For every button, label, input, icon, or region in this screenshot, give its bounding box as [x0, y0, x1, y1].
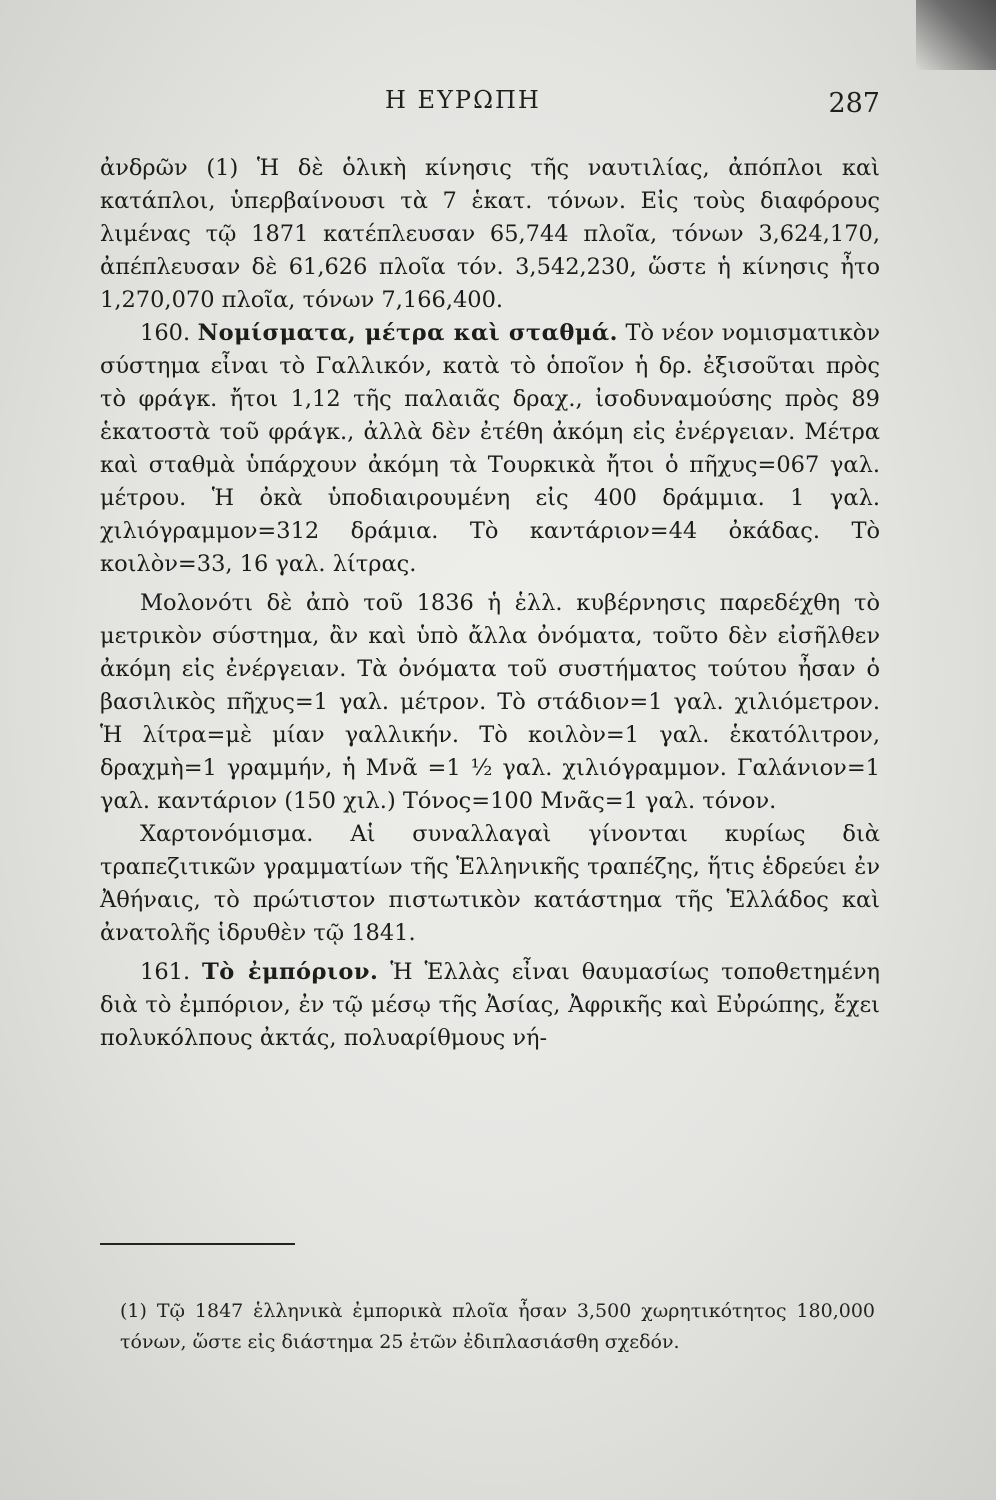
section-161-heading: Τὸ ἐμπόριον.: [202, 959, 379, 985]
section-161: [100, 956, 880, 1055]
page-body: [100, 152, 880, 1055]
footnote: (1) Τῷ 1847 ἑλληνικὰ ἐμπορικὰ πλοῖα ἦσαν 3,500 χωρητικότητος 180,000 τόνων, ὥστε εἰς διάστημα 25 ἐτῶν ἐδιπλασιάσθη σχεδόν.: [120, 1300, 875, 1353]
running-title: Η ΕΥΡΩΠΗ: [385, 86, 541, 114]
section-160: [100, 317, 880, 581]
section-161-number: 161.: [140, 959, 191, 985]
paragraph-paper-money: Χαρτονόμισμα. Αἱ συναλλαγαὶ γίνονται κυρίως διὰ τραπεζιτικῶν γραμματίων τῆς Ἑλληνικῆς τραπέζης, ἥτις ἑδρεύει ἐν Ἀθήναις, τὸ πρώτιστον πιστωτικὸν κατάστημα τῆς Ἑλλάδος καὶ ἀνατολῆς ἱδρυθὲν τῷ 1841.: [100, 821, 880, 946]
page-number: 287: [828, 88, 880, 119]
section-161-text: Ἡ Ἑλλὰς εἶναι θαυμασίως τοποθετημένη διὰ τὸ ἐμπόριον, ἐν τῷ μέσῳ τῆς Ἀσίας, Ἀφρικῆς καὶ Εὐρώπης, ἔχει πολυκόλπους ἀκτάς, πολυαρίθμους νή-: [100, 959, 880, 1051]
section-160-heading: Νομίσματα, μέτρα καὶ σταθμά.: [197, 320, 619, 346]
paragraph-metric-system: Μολονότι δὲ ἀπὸ τοῦ 1836 ἡ ἑλλ. κυβέρνησις παρεδέχθη τὸ μετρικὸν σύστημα, ἂν καὶ ὑπὸ ἄλλα ὀνόματα, τοῦτο δὲν εἰσῆλθεν ἀκόμη εἰς ἐνέργειαν. Τὰ ὀνόματα τοῦ συστήματος τούτου ἦσαν ὁ βασιλικὸς πῆχυς=1 γαλ. μέτρον. Τὸ στάδιον=1 γαλ. χιλιόμετρον. Ἡ λίτρα=μὲ μίαν γαλλικήν. Τὸ κοιλὸν=1 γαλ. ἑκατόλιτρον, δραχμὴ=1 γραμμήν, ἡ Μνᾶ =1 ½ γαλ. χιλιόγραμμον. Γαλάνιον=1 γαλ. καντάριον (150 χιλ.) Τόνος=100 Μνᾶς=1 γαλ. τόνον.: [100, 590, 880, 814]
page-header: [100, 86, 880, 126]
paragraph-navigation-stats: ἀνδρῶν (1) Ἡ δὲ ὁλικὴ κίνησις τῆς ναυτιλίας, ἀπόπλοι καὶ κατάπλοι, ὑπερβαίνουσι τὰ 7 ἑκατ. τόνων. Εἰς τοὺς διαφόρους λιμένας τῷ 1871 κατέπλευσαν 65,744 πλοῖα, τόνων 3,624,170, ἀπέπλευσαν δὲ 61,626 πλοῖα τόν. 3,542,230, ὥστε ἡ κίνησις ἦτο 1,270,070 πλοῖα, τόνων 7,166,400.: [100, 155, 880, 313]
footnote-rule: [100, 1243, 295, 1245]
page-corner-shadow: [916, 0, 996, 70]
section-160-number: 160.: [140, 320, 191, 346]
section-160-text: Τὸ νέον νομισματικὸν σύστημα εἶναι τὸ Γαλλικόν, κατὰ τὸ ὁποῖον ἡ δρ. ἐξισοῦται πρὸς τὸ φράγκ. ἤτοι 1,12 τῆς παλαιᾶς δραχ., ἰσοδυναμούσης πρὸς 89 ἑκατοστὰ τοῦ φράγκ., ἀλλὰ δὲν ἐτέθη ἀκόμη εἰς ἐνέργειαν. Μέτρα καὶ σταθμὰ ὑπάρχουν ἀκόμη τὰ Τουρκικὰ ἤτοι ὁ πῆχυς=067 γαλ. μέτρου. Ἡ ὀκὰ ὑποδιαιρουμένη εἰς 400 δράμμια. 1 γαλ. χιλιόγραμμον=312 δράμια. Τὸ καντάριον=44 ὀκάδας. Τὸ κοιλὸν=33, 16 γαλ. λίτρας.: [100, 320, 881, 577]
